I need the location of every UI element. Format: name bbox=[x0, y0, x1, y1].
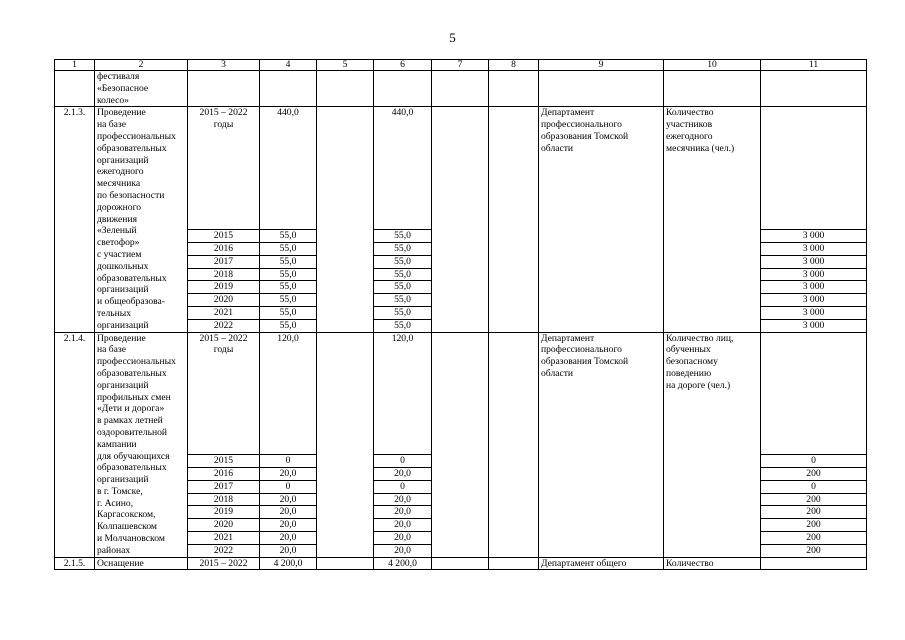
measure-name: Оснащение bbox=[95, 557, 188, 570]
table-cell bbox=[317, 557, 374, 570]
year-col6: 0 bbox=[374, 455, 432, 468]
table-cell bbox=[761, 332, 867, 455]
measure-name: Проведение на базе профессиональных образовательных организаций ежегодного месячника по безопасности дорожного движения «Зеленый светофор» с участием дошкольных образовательных организаций и общеобразова- тельных организаций bbox=[95, 107, 188, 332]
year-col6: 20,0 bbox=[374, 532, 432, 545]
column-header-3: 3 bbox=[188, 60, 260, 71]
table-cell bbox=[432, 107, 489, 332]
measure-row bbox=[55, 332, 867, 455]
total-funding: 440,0 bbox=[260, 107, 317, 230]
indicator: Количество лиц, обученных безопасному поведению на дороге (чел.) bbox=[664, 332, 761, 557]
table-cell bbox=[317, 71, 374, 107]
year-funding: 20,0 bbox=[260, 493, 317, 506]
indicator: Количество участников ежегодного месячника (чел.) bbox=[664, 107, 761, 332]
column-header-9: 9 bbox=[539, 60, 664, 71]
column-header-8: 8 bbox=[489, 60, 539, 71]
year-col6: 55,0 bbox=[374, 319, 432, 332]
table-cell bbox=[489, 107, 539, 332]
year: 2020 bbox=[188, 294, 260, 307]
year-col6: 55,0 bbox=[374, 255, 432, 268]
year-funding: 55,0 bbox=[260, 268, 317, 281]
measure-row bbox=[55, 557, 867, 570]
indicator-value: 3 000 bbox=[761, 230, 867, 243]
year-col6: 0 bbox=[374, 480, 432, 493]
year: 2015 bbox=[188, 455, 260, 468]
column-header-7: 7 bbox=[432, 60, 489, 71]
year: 2017 bbox=[188, 480, 260, 493]
total-funding: 120,0 bbox=[260, 332, 317, 455]
table-cell bbox=[489, 332, 539, 557]
indicator-value: 3 000 bbox=[761, 281, 867, 294]
column-header-6: 6 bbox=[374, 60, 432, 71]
year-col6: 20,0 bbox=[374, 493, 432, 506]
year: 2015 bbox=[188, 230, 260, 243]
table-cell bbox=[317, 107, 374, 332]
year-funding: 55,0 bbox=[260, 306, 317, 319]
indicator-value: 200 bbox=[761, 544, 867, 557]
table-cell bbox=[664, 71, 761, 107]
measure-name: фестиваля «Безопасное колесо» bbox=[95, 71, 188, 107]
col6-total: 120,0 bbox=[374, 332, 432, 455]
measure-name: Проведение на базе профессиональных образовательных организаций профильных смен «Дети и дорога» в рамках летней оздоровительной кампании для обучающихся образовательных организаций в г. Томске, г. Асино, Каргасокском, Колпашевском и Молчановском районах bbox=[95, 332, 188, 557]
year-funding: 20,0 bbox=[260, 506, 317, 519]
indicator-value: 3 000 bbox=[761, 255, 867, 268]
table-cell bbox=[761, 557, 867, 570]
col6-total: 440,0 bbox=[374, 107, 432, 230]
continuation-row bbox=[55, 71, 867, 107]
table-cell bbox=[188, 71, 260, 107]
table-cell bbox=[374, 71, 432, 107]
column-header-2: 2 bbox=[95, 60, 188, 71]
table-cell bbox=[55, 71, 95, 107]
table-cell bbox=[761, 71, 867, 107]
year-funding: 0 bbox=[260, 480, 317, 493]
indicator-value: 200 bbox=[761, 493, 867, 506]
year-funding: 55,0 bbox=[260, 294, 317, 307]
table-cell bbox=[432, 557, 489, 570]
indicator-value: 3 000 bbox=[761, 242, 867, 255]
indicator-value: 0 bbox=[761, 455, 867, 468]
indicator-value: 200 bbox=[761, 468, 867, 481]
col6-total: 4 200,0 bbox=[374, 557, 432, 570]
table-cell bbox=[539, 71, 664, 107]
period: 2015 – 2022 годы bbox=[188, 332, 260, 455]
year-col6: 55,0 bbox=[374, 268, 432, 281]
year-col6: 20,0 bbox=[374, 544, 432, 557]
table-cell bbox=[761, 107, 867, 230]
year-funding: 20,0 bbox=[260, 468, 317, 481]
table-cell bbox=[489, 557, 539, 570]
period: 2015 – 2022 годы bbox=[188, 107, 260, 230]
year-funding: 20,0 bbox=[260, 519, 317, 532]
indicator-value: 3 000 bbox=[761, 294, 867, 307]
page-number: 5 bbox=[449, 30, 456, 45]
column-header-10: 10 bbox=[664, 60, 761, 71]
indicator-value: 0 bbox=[761, 480, 867, 493]
year-col6: 55,0 bbox=[374, 306, 432, 319]
year-col6: 20,0 bbox=[374, 468, 432, 481]
year-col6: 20,0 bbox=[374, 506, 432, 519]
table-cell bbox=[260, 71, 317, 107]
program-measures-table bbox=[54, 59, 867, 570]
indicator-value: 200 bbox=[761, 506, 867, 519]
year: 2022 bbox=[188, 319, 260, 332]
table-cell bbox=[432, 71, 489, 107]
year-col6: 20,0 bbox=[374, 519, 432, 532]
measure-number: 2.1.3. bbox=[55, 107, 95, 332]
year-col6: 55,0 bbox=[374, 242, 432, 255]
year: 2020 bbox=[188, 519, 260, 532]
year: 2019 bbox=[188, 281, 260, 294]
measure-row bbox=[55, 107, 867, 230]
table-cell bbox=[432, 332, 489, 557]
indicator-value: 3 000 bbox=[761, 319, 867, 332]
indicator-value: 3 000 bbox=[761, 306, 867, 319]
executor: Департамент профессионального образования Томской области bbox=[539, 332, 664, 557]
year: 2022 bbox=[188, 544, 260, 557]
indicator-value: 200 bbox=[761, 532, 867, 545]
column-header-5: 5 bbox=[317, 60, 374, 71]
table-cell bbox=[317, 332, 374, 557]
year-funding: 55,0 bbox=[260, 255, 317, 268]
column-header-4: 4 bbox=[260, 60, 317, 71]
year: 2016 bbox=[188, 242, 260, 255]
year-funding: 55,0 bbox=[260, 242, 317, 255]
executor: Департамент общего bbox=[539, 557, 664, 570]
column-header-1: 1 bbox=[55, 60, 95, 71]
year-funding: 55,0 bbox=[260, 319, 317, 332]
year: 2019 bbox=[188, 506, 260, 519]
year-col6: 55,0 bbox=[374, 294, 432, 307]
year-funding: 20,0 bbox=[260, 544, 317, 557]
year: 2017 bbox=[188, 255, 260, 268]
year-col6: 55,0 bbox=[374, 281, 432, 294]
year: 2021 bbox=[188, 306, 260, 319]
table-cell bbox=[489, 71, 539, 107]
indicator-value: 3 000 bbox=[761, 268, 867, 281]
column-header-11: 11 bbox=[761, 60, 867, 71]
year-funding: 55,0 bbox=[260, 281, 317, 294]
year: 2018 bbox=[188, 268, 260, 281]
indicator: Количество bbox=[664, 557, 761, 570]
year-funding: 0 bbox=[260, 455, 317, 468]
indicator-value: 200 bbox=[761, 519, 867, 532]
measure-number: 2.1.5. bbox=[55, 557, 95, 570]
year-funding: 55,0 bbox=[260, 230, 317, 243]
header-row bbox=[55, 60, 867, 71]
total-funding: 4 200,0 bbox=[260, 557, 317, 570]
executor: Департамент профессионального образования Томской области bbox=[539, 107, 664, 332]
year-col6: 55,0 bbox=[374, 230, 432, 243]
year: 2018 bbox=[188, 493, 260, 506]
year: 2021 bbox=[188, 532, 260, 545]
period: 2015 – 2022 bbox=[188, 557, 260, 570]
year: 2016 bbox=[188, 468, 260, 481]
measure-number: 2.1.4. bbox=[55, 332, 95, 557]
year-funding: 20,0 bbox=[260, 532, 317, 545]
